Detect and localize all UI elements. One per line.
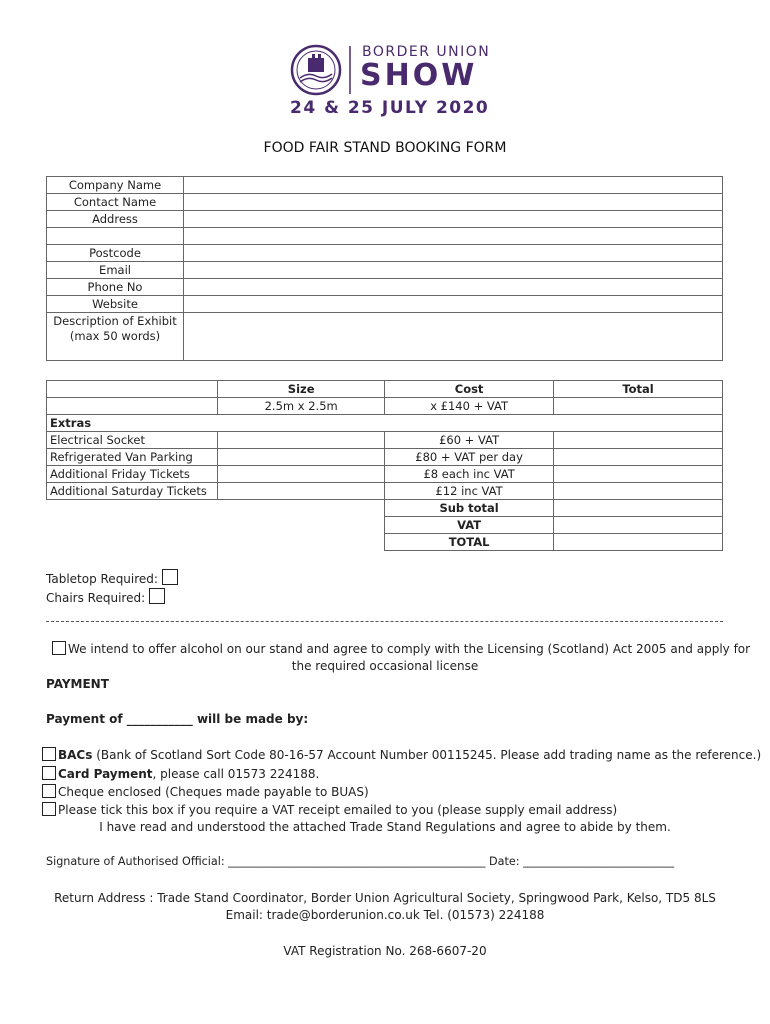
electrical-socket-total-field[interactable]	[554, 432, 723, 449]
chairs-row	[46, 588, 167, 605]
extra-label: Electrical Socket	[47, 432, 218, 449]
stand-size: 2.5m x 2.5m	[218, 398, 385, 415]
cheque-checkbox[interactable]	[42, 784, 56, 798]
email-field[interactable]	[184, 262, 723, 279]
extra-cost: £80 + VAT per day	[385, 449, 554, 466]
description-field[interactable]	[184, 313, 723, 361]
grand-total-label: TOTAL	[385, 534, 554, 551]
table-row	[47, 296, 723, 313]
logo-org-name: BORDER UNION	[362, 44, 491, 60]
stand-cost: x £140 + VAT	[385, 398, 554, 415]
vat-receipt-text: Please tick this box if you require a VAT receipt emailed to you (please supply email address)	[58, 803, 618, 817]
table-row	[47, 313, 723, 361]
table-row	[47, 449, 723, 466]
payment-heading: PAYMENT	[46, 677, 109, 691]
show-emblem-icon	[288, 44, 354, 96]
phone-field[interactable]	[184, 279, 723, 296]
saturday-tickets-total-field[interactable]	[554, 483, 723, 500]
postcode-field[interactable]	[184, 245, 723, 262]
show-logo	[288, 44, 491, 120]
table-row	[47, 245, 723, 262]
table-row	[47, 194, 723, 211]
blank-cell	[218, 534, 385, 551]
subtotal-label: Sub total	[385, 500, 554, 517]
website-label: Website	[47, 296, 184, 313]
table-row	[47, 279, 723, 296]
stand-cost-table	[46, 380, 723, 551]
contact-details: Email: trade@borderunion.co.uk Tel. (01573) 224188	[225, 908, 545, 922]
vat-label: VAT	[385, 517, 554, 534]
blank-cell	[218, 517, 385, 534]
alcohol-checkbox[interactable]	[52, 641, 66, 655]
company-name-label: Company Name	[47, 177, 184, 194]
alcohol-text-line1: We intend to offer alcohol on our stand and agree to comply with the Licensing (Scotland) Act 2005 and apply for	[68, 642, 751, 656]
extra-cost: £60 + VAT	[385, 432, 554, 449]
extra-cost: £12 inc VAT	[385, 483, 554, 500]
cheque-text: Cheque enclosed (Cheques made payable to BUAS)	[58, 785, 369, 799]
extras-blank	[218, 415, 385, 432]
van-parking-qty-field[interactable]	[218, 449, 385, 466]
company-name-field[interactable]	[184, 177, 723, 194]
extras-blank	[554, 415, 723, 432]
tabletop-label: Tabletop Required:	[46, 572, 158, 586]
description-label-line2: (max 50 words)	[69, 329, 161, 343]
total-header: Total	[554, 381, 723, 398]
table-row	[47, 262, 723, 279]
friday-tickets-total-field[interactable]	[554, 466, 723, 483]
card-payment-label: Card Payment	[58, 767, 153, 781]
payment-made-by: Payment of ___________ will be made by:	[46, 712, 309, 726]
form-title: FOOD FAIR STAND BOOKING FORM	[263, 140, 507, 156]
table-row	[47, 398, 723, 415]
card-payment-details: , please call 01573 224188.	[152, 767, 320, 781]
return-address: Return Address : Trade Stand Coordinator, Border Union Agricultural Society, Springwood Park, Kelso, TD5 8LS	[54, 891, 716, 905]
stand-row-label	[47, 398, 218, 415]
table-row	[47, 500, 723, 517]
postcode-label: Postcode	[47, 245, 184, 262]
extras-label: Extras	[47, 415, 218, 432]
logo-show-word: SHOW	[360, 58, 478, 93]
address-field-line2[interactable]	[184, 228, 723, 245]
tabletop-row	[46, 569, 180, 586]
website-field[interactable]	[184, 296, 723, 313]
exhibitor-details-table	[46, 176, 723, 361]
table-row	[47, 432, 723, 449]
address-blank-label	[47, 228, 184, 245]
divider	[46, 621, 723, 622]
chairs-checkbox[interactable]	[149, 588, 165, 604]
card-payment-checkbox[interactable]	[42, 766, 56, 780]
size-header: Size	[218, 381, 385, 398]
bacs-label: BACs	[58, 748, 93, 762]
extras-blank	[385, 415, 554, 432]
bacs-row	[42, 747, 761, 762]
address-label: Address	[47, 211, 184, 228]
blank-cell	[47, 534, 218, 551]
vat-receipt-row	[42, 802, 617, 817]
table-row	[47, 517, 723, 534]
vat-field[interactable]	[554, 517, 723, 534]
grand-total-field[interactable]	[554, 534, 723, 551]
van-parking-total-field[interactable]	[554, 449, 723, 466]
bacs-checkbox[interactable]	[42, 747, 56, 761]
extra-label: Additional Saturday Tickets	[47, 483, 218, 500]
email-label: Email	[47, 262, 184, 279]
table-row	[47, 177, 723, 194]
cost-header: Cost	[385, 381, 554, 398]
description-label-line1: Description of Exhibit	[53, 314, 177, 328]
table-row	[47, 415, 723, 432]
blank-cell	[47, 517, 218, 534]
description-label	[47, 313, 184, 361]
cheque-row	[42, 784, 369, 799]
blank-cell	[47, 500, 218, 517]
vat-receipt-checkbox[interactable]	[42, 802, 56, 816]
table-row	[47, 483, 723, 500]
tabletop-checkbox[interactable]	[162, 569, 178, 585]
table-row	[47, 466, 723, 483]
phone-label: Phone No	[47, 279, 184, 296]
extra-label: Additional Friday Tickets	[47, 466, 218, 483]
table-row	[47, 381, 723, 398]
friday-tickets-qty-field[interactable]	[218, 466, 385, 483]
extra-cost: £8 each inc VAT	[385, 466, 554, 483]
chairs-label: Chairs Required:	[46, 591, 146, 605]
table-row	[47, 534, 723, 551]
address-field-line1[interactable]	[184, 211, 723, 228]
table-row	[47, 228, 723, 245]
signature-line[interactable]: Signature of Authorised Official: ______________________________________________ Date: ___________________________	[46, 855, 675, 868]
alcohol-row	[52, 641, 750, 656]
table-row	[47, 211, 723, 228]
blank-cell	[218, 500, 385, 517]
alcohol-text-line2: the required occasional license	[291, 659, 479, 673]
stand-total-field[interactable]	[554, 398, 723, 415]
electrical-socket-qty-field[interactable]	[218, 432, 385, 449]
header-blank	[47, 381, 218, 398]
card-row	[42, 766, 319, 781]
extra-label: Refrigerated Van Parking	[47, 449, 218, 466]
show-dates: 24 & 25 JULY 2020	[290, 98, 490, 118]
contact-name-label: Contact Name	[47, 194, 184, 211]
saturday-tickets-qty-field[interactable]	[218, 483, 385, 500]
bacs-details: (Bank of Scotland Sort Code 80-16-57 Account Number 00115245. Please add trading name as the reference.)	[92, 748, 762, 762]
subtotal-field[interactable]	[554, 500, 723, 517]
regulations-agreement: I have read and understood the attached Trade Stand Regulations and agree to abide by them.	[99, 820, 671, 834]
contact-name-field[interactable]	[184, 194, 723, 211]
vat-registration: VAT Registration No. 268-6607-20	[283, 944, 487, 958]
